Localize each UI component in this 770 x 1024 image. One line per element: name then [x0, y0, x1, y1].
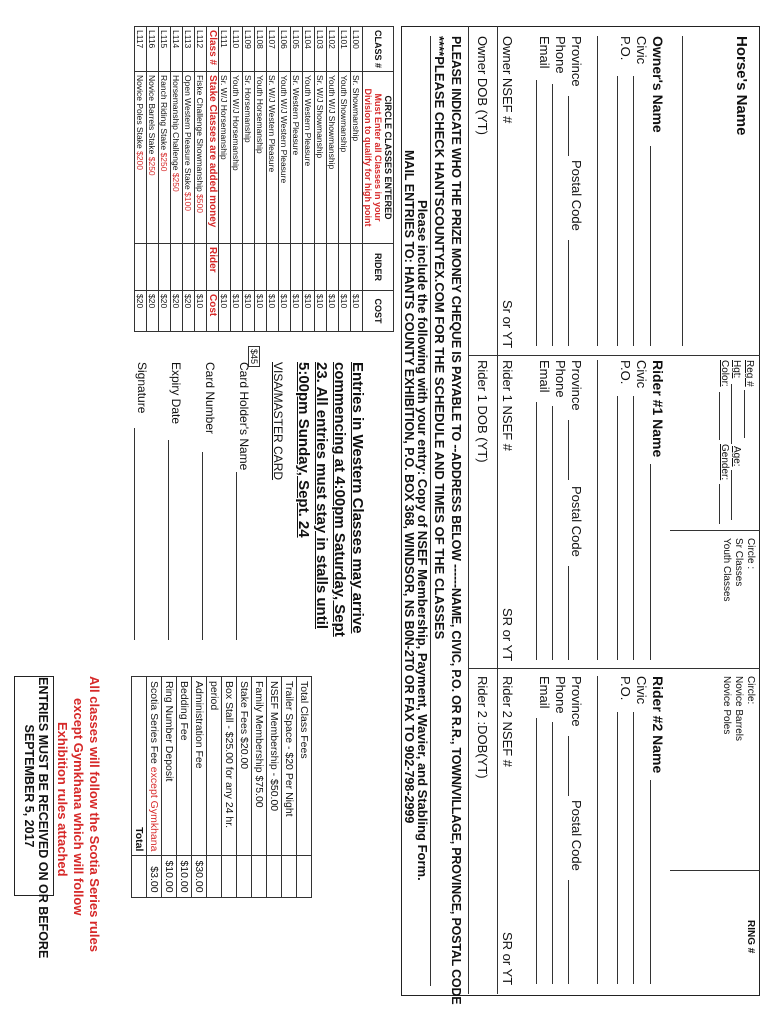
rider1-name-field[interactable] — [650, 464, 651, 660]
class-number: L106 — [279, 27, 291, 72]
arrival-line-3: 23. All entries must stay in stalls until — [313, 362, 330, 630]
stake-class-col-header: Class # — [207, 27, 219, 72]
fee-amount[interactable] — [237, 856, 252, 897]
fee-row — [162, 677, 177, 898]
payment-amount-box: $45 — [248, 346, 260, 367]
class-cost: $20 — [147, 291, 159, 332]
class-cost: $10 — [255, 291, 267, 332]
fee-amount[interactable]: $10.00 — [177, 856, 192, 897]
rules-line-1: All classes will follow the Scotia Series rules — [87, 676, 102, 952]
rider2-email-field[interactable] — [536, 718, 537, 984]
table-row — [339, 27, 351, 332]
rider-cell[interactable] — [219, 244, 231, 291]
scotia-fee-amount: $3.00 — [147, 856, 162, 897]
divider — [430, 36, 431, 986]
table-row — [303, 27, 315, 332]
fees-table — [131, 676, 312, 898]
fee-row — [237, 677, 252, 898]
stake-class-name: Ranch Riding Stake — [159, 75, 170, 153]
expiry-date-field[interactable] — [168, 440, 169, 640]
owner-nsef-label: Owner NSEF # — [500, 36, 515, 124]
reg-field[interactable] — [744, 390, 745, 438]
fee-label: Bedding Fee — [177, 677, 192, 856]
stake-cost-col-header: Cost — [207, 291, 219, 332]
rider2-nsef-label: Rider 2 NSEF # — [500, 676, 515, 768]
rider-cell[interactable] — [279, 244, 291, 291]
rider1-sryt-label: SR or YT — [500, 608, 515, 662]
rider-cell[interactable] — [339, 244, 351, 291]
rider1-postal-label: Postal Code — [569, 486, 584, 557]
class-number: L109 — [243, 27, 255, 72]
deadline-line-1: ENTRIES MUST BE RECEIVED ON OR BEFORE — [36, 677, 50, 959]
class-cost: $10 — [339, 291, 351, 332]
fee-label: Stake Fees $20.00 — [237, 677, 252, 856]
stake-class-name: Novice Barrels Stake — [147, 75, 158, 157]
table-row — [135, 27, 147, 332]
stake-class-name: Novice Poles Stake — [135, 75, 146, 152]
class-col-header: CLASS # — [363, 27, 394, 72]
class-cost: $10 — [231, 291, 243, 332]
circle-label: Circle : — [745, 538, 756, 570]
prize-money-notice: PLEASE INDICATE WHO THE PRIZE MONEY CHEQUE IS PAYABLE TO --ADDRESS BELOW ------NAME, CIVIC, P.O. OR R.R., TOWN/VILLAGE, PROVINCE, POSTAL CODE — [449, 36, 463, 1005]
fee-amount[interactable] — [252, 856, 267, 897]
deadline-line-2: SEPTEMBER 5, 2017 — [22, 724, 36, 848]
rider2-dob-label: Rider 2 :DOB(YT) — [475, 676, 490, 779]
fee-amount[interactable] — [282, 856, 297, 897]
fee-row — [192, 677, 207, 898]
fee-label: NSEF Membership - $50.00 — [267, 677, 282, 856]
class-cost: $10 — [327, 291, 339, 332]
rider1-po-field[interactable] — [617, 396, 618, 660]
table-row — [231, 27, 243, 332]
class-number: L108 — [255, 27, 267, 72]
class-number: L102 — [327, 27, 339, 72]
rider1-nsef-label: Rider 1 NSEF # — [500, 360, 515, 452]
classes-title: CIRCLE CLASSES ENTERED — [383, 95, 393, 220]
card-holder-field[interactable] — [236, 472, 237, 640]
fee-label: Administration Fee — [192, 677, 207, 856]
fee-amount[interactable]: $10.00 — [162, 856, 177, 897]
table-row — [147, 27, 159, 332]
rider-cell[interactable] — [183, 244, 195, 291]
rider1-address-line[interactable] — [597, 360, 598, 660]
class-number: L105 — [291, 27, 303, 72]
rider-col-header: RIDER — [363, 244, 394, 291]
fee-amount[interactable] — [297, 856, 312, 897]
card-type-label: VISA/MASTER CARD — [271, 362, 285, 481]
divider — [469, 355, 760, 356]
horse-name-label: Horse's Name — [733, 36, 750, 136]
class-number: L117 — [135, 27, 147, 72]
divider — [469, 668, 760, 669]
class-description: Youth Showmanship — [339, 72, 351, 244]
class-cost: $20 — [183, 291, 195, 332]
rider-cell[interactable] — [315, 244, 327, 291]
rider2-civic-field[interactable] — [633, 712, 634, 984]
arrival-line-4: 5:00pm Sunday, Sept. 24 — [295, 362, 312, 538]
table-row — [279, 27, 291, 332]
fee-label: period — [207, 677, 222, 856]
owner-province-field[interactable] — [568, 96, 569, 156]
rider-cell[interactable] — [327, 244, 339, 291]
rider-cell[interactable] — [135, 244, 147, 291]
class-number: L115 — [159, 27, 171, 72]
rider-cell[interactable] — [351, 244, 363, 291]
rider2-name-label: Rider #2 Name — [650, 676, 666, 774]
fee-label: Family Membership $75.00 — [252, 677, 267, 856]
rider2-phone-label: Phone — [553, 676, 568, 714]
divider — [497, 355, 498, 668]
class-description: Youth W/J Showmanship — [327, 72, 339, 244]
mail-notice: MAIL ENTRIES TO: HANTS COUNTY EXHIBITION, P.O. BOX 368, WINDSOR, NS B0N-2T0 OR FAX TO 902-798-2999 — [402, 150, 416, 824]
class-description — [159, 72, 171, 244]
class-description: Sr. W/J Horsemanship — [219, 72, 231, 244]
stake-prize-amount: $200 — [135, 151, 146, 171]
class-number: L107 — [267, 27, 279, 72]
rider2-sryt-label: SR or YT — [500, 932, 515, 986]
owner-phone-field[interactable] — [552, 84, 553, 346]
fee-label: Box Stall - $25.00 for any 24 hr. — [222, 677, 237, 856]
fee-label: Total Class Fees — [297, 677, 312, 856]
class-cost: $10 — [243, 291, 255, 332]
class-description: Youth Western Pleasure — [303, 72, 315, 244]
class-number: L110 — [231, 27, 243, 72]
rider1-civic-label: Civic — [634, 360, 649, 389]
color-label: Color: — [719, 360, 730, 387]
hgt-label: Hgt: — [731, 360, 742, 379]
card-holder-label: Card Holder's Name — [237, 362, 251, 471]
rider2-province-label: Province — [569, 676, 584, 727]
owner-postal-field[interactable] — [568, 240, 569, 346]
table-row — [351, 27, 363, 332]
circle-option-sr[interactable]: Sr Classes — [733, 538, 744, 587]
table-row — [243, 27, 255, 332]
gender-label: Gender: — [719, 444, 730, 481]
ring-number-label: RING # — [745, 920, 756, 954]
rider-cell[interactable] — [231, 244, 243, 291]
owner-po-field[interactable] — [617, 76, 618, 346]
rider-cell[interactable] — [291, 244, 303, 291]
table-row — [315, 27, 327, 332]
class-description: Youth Horsemanship — [255, 72, 267, 244]
fees-total-label: Total — [132, 677, 147, 856]
table-row — [183, 27, 195, 332]
class-cost: $10 — [351, 291, 363, 332]
table-row — [195, 27, 207, 332]
fee-row — [222, 677, 237, 898]
class-cost: $10 — [303, 291, 315, 332]
rider1-postal-field[interactable] — [568, 566, 569, 660]
circle-option-youth[interactable]: Youth Classes — [721, 538, 732, 602]
classes-table — [134, 26, 394, 332]
class-number: L113 — [183, 27, 195, 72]
table-row — [255, 27, 267, 332]
rider1-province-label: Province — [569, 360, 584, 411]
rider2-civic-label: Civic — [634, 676, 649, 705]
class-description: Sr. Western Pleasure — [291, 72, 303, 244]
rider2-name-field[interactable] — [650, 780, 651, 984]
fee-row — [177, 677, 192, 898]
divider — [497, 668, 498, 994]
fee-amount[interactable] — [222, 856, 237, 897]
rider1-email-field[interactable] — [536, 402, 537, 660]
rider2-po-field[interactable] — [617, 712, 618, 984]
class-number: L111 — [219, 27, 231, 72]
class-number: L116 — [147, 27, 159, 72]
class-number: L103 — [315, 27, 327, 72]
rider1-phone-field[interactable] — [552, 406, 553, 660]
fee-row — [297, 677, 312, 898]
owner-civic-field[interactable] — [633, 76, 634, 346]
fee-amount[interactable] — [207, 856, 222, 897]
age-field[interactable] — [731, 470, 732, 520]
class-description: Youth W/J Horsemanship — [231, 72, 243, 244]
owner-email-field[interactable] — [536, 80, 537, 346]
rider1-name-label: Rider #1 Name — [650, 360, 666, 458]
class-description: Sr. Showmanship — [351, 72, 363, 244]
owner-email-label: Email — [537, 36, 552, 69]
hgt-field[interactable] — [731, 384, 732, 444]
card-number-field[interactable] — [202, 452, 203, 640]
owner-name-field[interactable] — [650, 146, 651, 346]
circle2-option-poles[interactable]: Novice Poles — [721, 676, 732, 735]
rider2-po-label: P.O. — [618, 676, 633, 701]
table-row — [219, 27, 231, 332]
rider2-province-field[interactable] — [568, 736, 569, 796]
rider2-postal-label: Postal Code — [569, 800, 584, 871]
stake-prize-amount: $500 — [195, 194, 206, 213]
rider2-email-label: Email — [537, 676, 552, 709]
rider-cell[interactable] — [255, 244, 267, 291]
table-row — [291, 27, 303, 332]
fee-label: Trailer Space - $20 Per Night — [282, 677, 297, 856]
scotia-fee-except: except Gymkhana — [148, 766, 160, 852]
horse-name-line[interactable] — [682, 36, 683, 346]
class-cost: $20 — [135, 291, 147, 332]
fee-row — [207, 677, 222, 898]
rider1-email-label: Email — [537, 360, 552, 393]
stake-class-name: Horsemanship Challenge — [171, 75, 182, 173]
fee-amount[interactable]: $30.00 — [192, 856, 207, 897]
rider-cell[interactable] — [303, 244, 315, 291]
fee-amount[interactable] — [267, 856, 282, 897]
divider — [670, 530, 760, 531]
expiry-date-label: Expiry Date — [169, 362, 183, 425]
circle2-option-barrels[interactable]: Novice Barrels — [733, 676, 744, 742]
class-description — [135, 72, 147, 244]
class-number: L100 — [351, 27, 363, 72]
stake-desc-col-header: Stake Classes are added money — [207, 72, 219, 244]
table-row — [171, 27, 183, 332]
rules-line-3: Exhibition rules attached — [55, 722, 70, 877]
class-description — [171, 72, 183, 244]
class-cost: $10 — [267, 291, 279, 332]
owner-address-line[interactable] — [597, 36, 598, 346]
class-cost: $20 — [159, 291, 171, 332]
class-number: L104 — [303, 27, 315, 72]
divider — [468, 26, 469, 994]
rules-line-2: except Gymkhana which will follow — [71, 698, 86, 916]
include-notice: Please include the following with your entry: Copy of NSEF Membership, Payment, Wavier, and Stabling Form. — [415, 200, 430, 881]
fee-row — [252, 677, 267, 898]
classes-title-header — [363, 72, 394, 244]
rider-cell[interactable] — [147, 244, 159, 291]
class-cost: $10 — [315, 291, 327, 332]
deadline-box — [14, 676, 54, 959]
rider-cell[interactable] — [243, 244, 255, 291]
rider-cell[interactable] — [171, 244, 183, 291]
class-description: Youth W/J Western Pleasure — [279, 72, 291, 244]
stake-prize-amount: $250 — [171, 172, 182, 192]
table-row — [267, 27, 279, 332]
class-number: L112 — [195, 27, 207, 72]
signature-label: Signature — [135, 362, 149, 414]
rider2-postal-field[interactable] — [568, 880, 569, 984]
class-number: L114 — [171, 27, 183, 72]
class-cost: $10 — [195, 291, 207, 332]
color-field[interactable] — [719, 392, 720, 440]
class-description: Sr. Horsemanship — [243, 72, 255, 244]
signature-field[interactable] — [134, 428, 135, 640]
owner-phone-label: Phone — [553, 36, 568, 74]
class-description — [195, 72, 207, 244]
class-description: Sr. W/J Showmanship — [315, 72, 327, 244]
rider1-phone-label: Phone — [553, 360, 568, 398]
fee-row — [267, 677, 282, 898]
divider — [670, 870, 760, 871]
stake-class-name: Fiske Challenge Showmanship — [195, 75, 206, 195]
rider-cell[interactable] — [195, 244, 207, 291]
stake-rider-col-header: Rider — [207, 244, 219, 291]
rider2-phone-field[interactable] — [552, 722, 553, 984]
arrival-line-2: commencing at 4:00pm Saturday, Sept — [331, 362, 348, 637]
class-description — [183, 72, 195, 244]
classes-instruction: Must Enter all Classes in your Division to qualify for high point — [363, 88, 383, 227]
table-row — [327, 27, 339, 332]
rider-cell[interactable] — [159, 244, 171, 291]
class-description: Sr. W/J Western Pleasure — [267, 72, 279, 244]
owner-sryt-label: Sr or YT — [500, 300, 515, 349]
owner-po-label: P.O. — [618, 36, 633, 61]
class-cost: $20 — [171, 291, 183, 332]
owner-dob-label: Owner DOB (YT) — [475, 36, 490, 135]
class-description — [147, 72, 159, 244]
stake-prize-amount: $250 — [147, 156, 158, 176]
owner-postal-label: Postal Code — [569, 160, 584, 231]
cost-col-header: COST — [363, 291, 394, 332]
fees-total-amount[interactable] — [132, 856, 147, 897]
stake-prize-amount: $100 — [183, 192, 194, 211]
schedule-notice: ****PLEASE CHECK HANTSCOUNTYEX.COM FOR THE SCHEDULE AND TIMES OF THE CLASSES — [432, 36, 447, 640]
class-cost: $10 — [219, 291, 231, 332]
owner-name-label: Owner's Name — [650, 36, 666, 133]
rider-cell[interactable] — [267, 244, 279, 291]
rider1-dob-label: Rider 1 DOB (YT) — [475, 360, 490, 463]
age-label: Age: — [731, 446, 742, 467]
table-row — [159, 27, 171, 332]
owner-civic-label: Civic — [634, 36, 649, 65]
class-number: L101 — [339, 27, 351, 72]
gender-field[interactable] — [719, 484, 720, 524]
divider — [497, 26, 498, 356]
stake-prize-amount: $250 — [159, 152, 170, 172]
fee-label: Ring Number Deposit — [162, 677, 177, 856]
fee-row — [282, 677, 297, 898]
arrival-line-1: Entries in Western Classes may arrive — [349, 362, 366, 634]
reg-label: Reg # — [744, 360, 755, 387]
fee-row-scotia — [147, 677, 162, 856]
circle2-label: Circle: — [745, 676, 756, 705]
scotia-fee-label: Scotia Series Fee — [148, 681, 160, 764]
rider2-address-line[interactable] — [597, 676, 598, 984]
stake-class-name: Open Western Pleasure Stake — [183, 75, 194, 193]
class-cost: $10 — [279, 291, 291, 332]
rider1-po-label: P.O. — [618, 360, 633, 385]
card-number-label: Card Number — [203, 362, 217, 435]
owner-province-label: Province — [569, 36, 584, 87]
class-cost: $10 — [291, 291, 303, 332]
rider1-province-field[interactable] — [568, 420, 569, 480]
rider1-civic-field[interactable] — [633, 396, 634, 660]
